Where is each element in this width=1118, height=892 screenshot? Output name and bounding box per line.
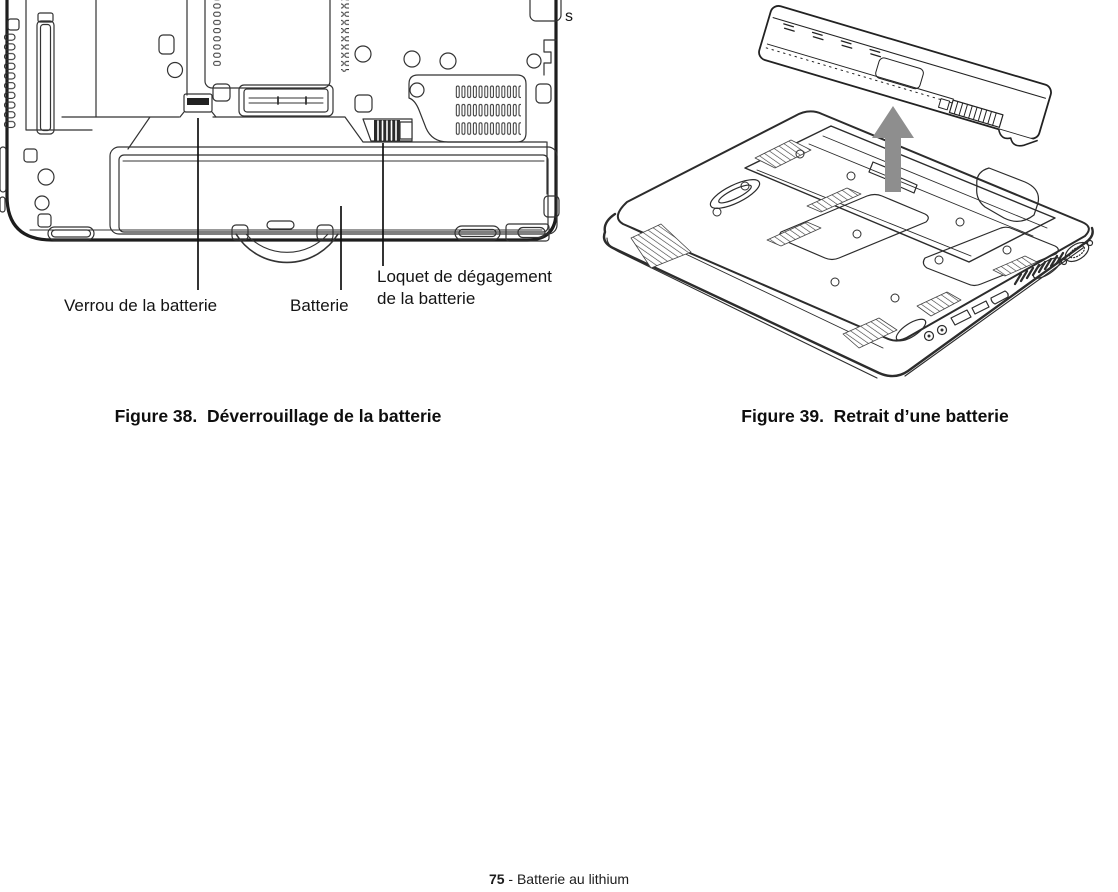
figure-39-drawing: [595, 0, 1118, 380]
stray-character: s: [565, 8, 573, 25]
figure-38-drawing: [0, 0, 590, 330]
figure-39-caption: Figure 39. Retrait d’une batterie: [741, 406, 1009, 426]
label-release-latch-line1: Loquet de dégagement: [377, 267, 552, 286]
battery-pack: [110, 147, 557, 262]
page-footer: [0, 871, 1118, 887]
left-side-vents: [0, 13, 94, 240]
battery-release-latch: [363, 119, 412, 141]
label-battery: Batterie: [290, 296, 349, 315]
battery-lock-latch: [180, 94, 216, 117]
figure-38-caption: Figure 38. Déverrouillage de la batterie: [114, 406, 442, 426]
laptop-bottom-outline: [0, 0, 561, 262]
vented-access-cover: [409, 75, 526, 142]
callout-lines: [198, 118, 383, 290]
label-release-latch-line2: de la batterie: [377, 289, 476, 308]
page-number: 75: [488, 871, 505, 887]
label-battery-lock: Verrou de la batterie: [64, 296, 218, 315]
hdmi-port: [991, 291, 1008, 304]
vent-hatches: [631, 188, 1037, 348]
laptop-isometric: [604, 111, 1093, 378]
usb-port: [951, 310, 971, 325]
footer-title: - Batterie au lithium: [504, 871, 630, 887]
usb-port: [972, 301, 989, 314]
